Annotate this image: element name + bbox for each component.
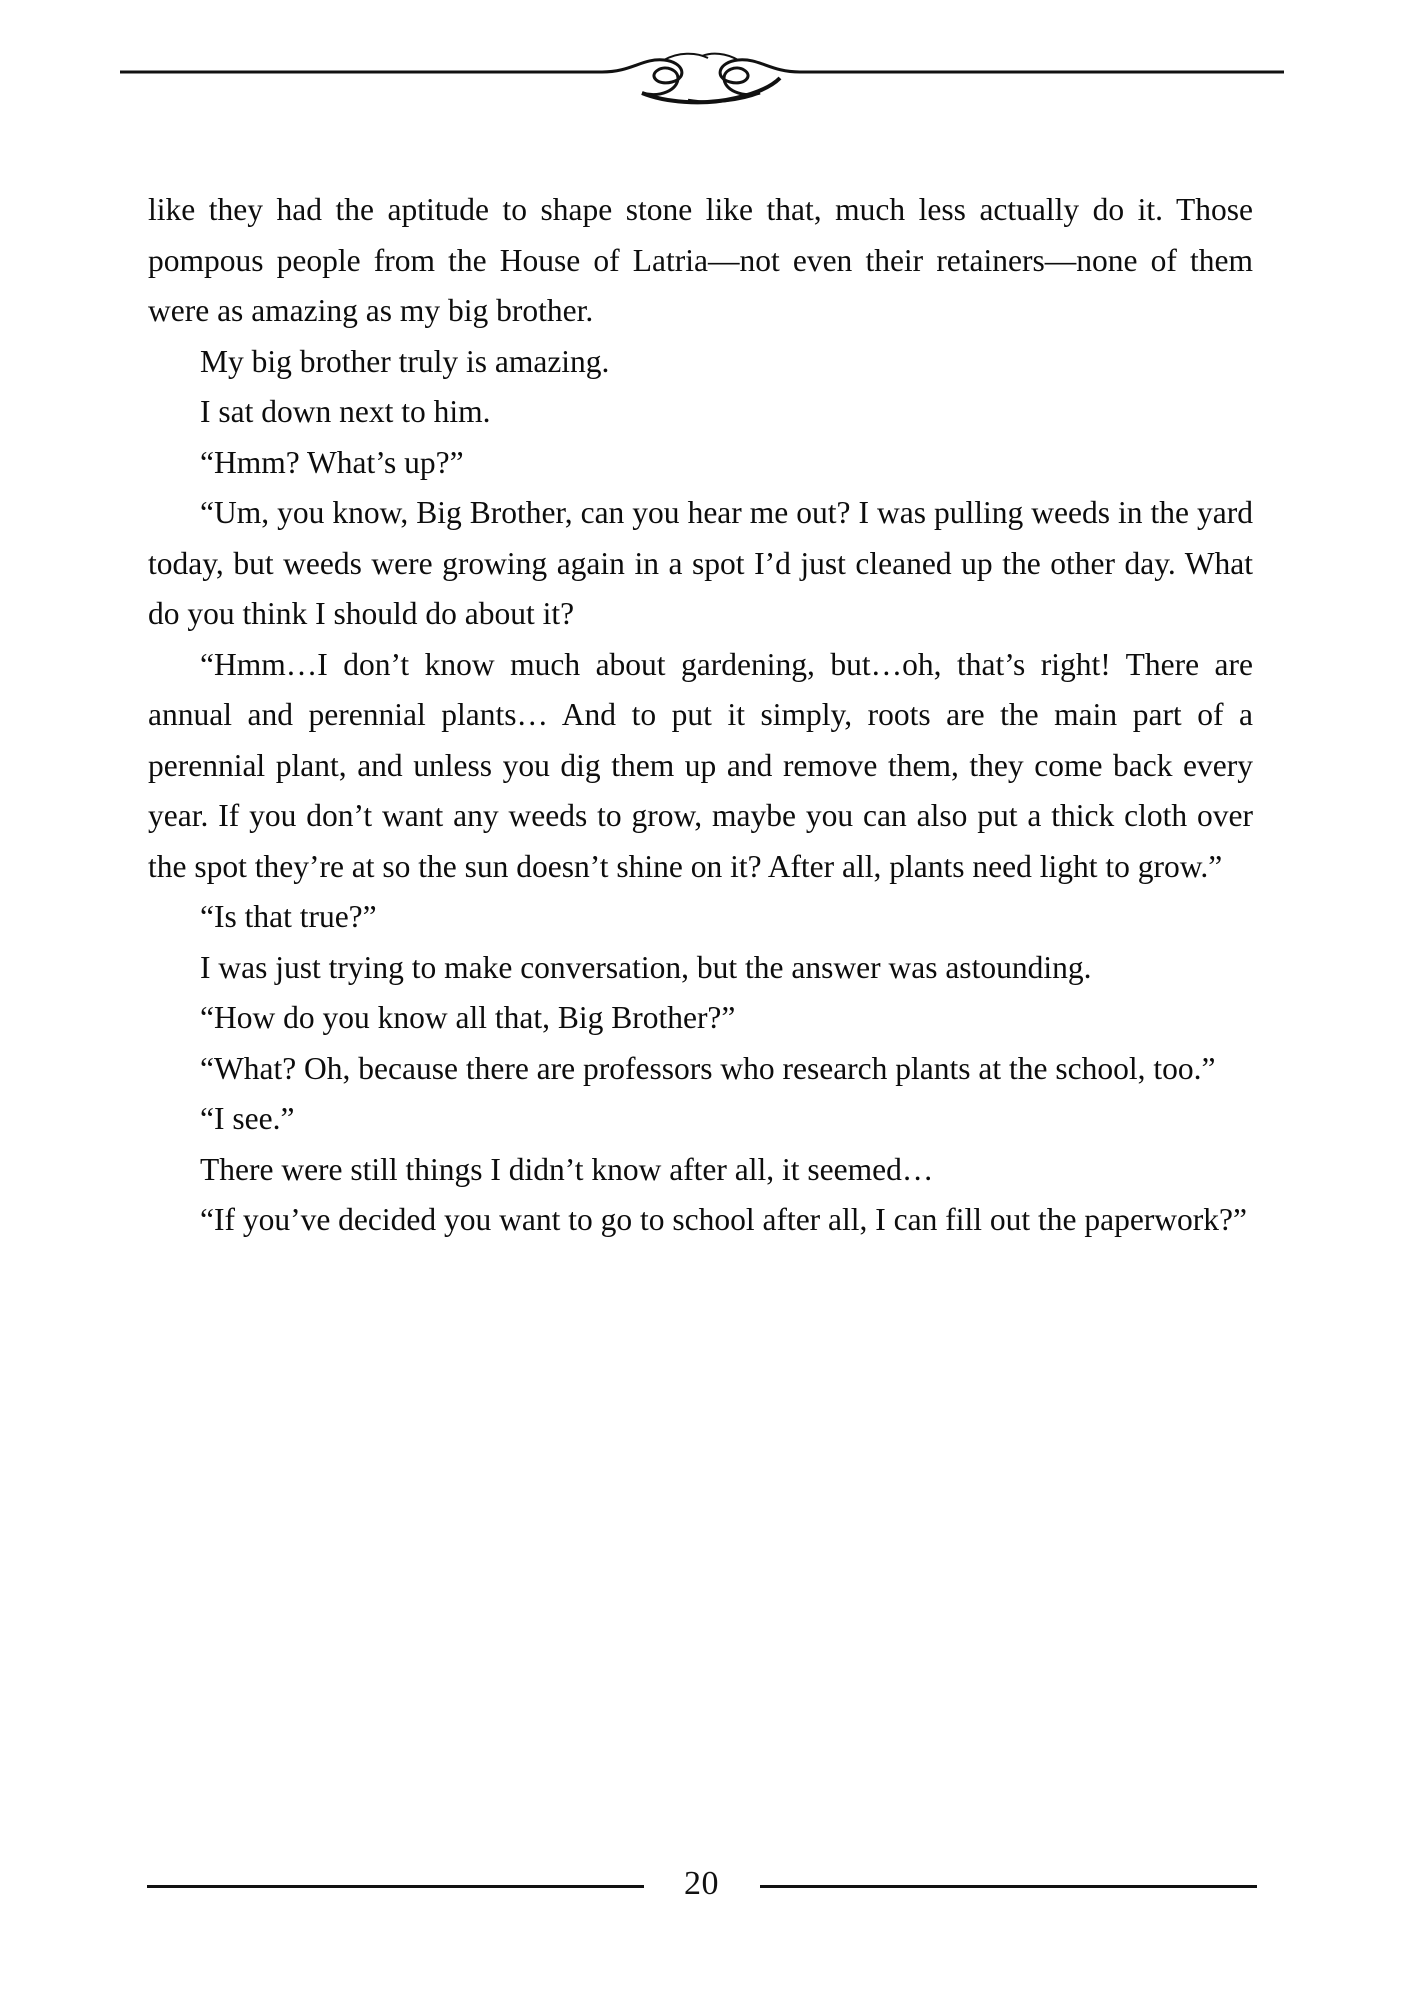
footer-rule-right <box>760 1885 1257 1888</box>
header-ornament <box>0 48 1403 118</box>
paragraph: “If you’ve decided you want to go to school after all, I can fill out the paperwork?” <box>200 1202 1247 1237</box>
paragraph: “Hmm? What’s up?” <box>200 444 464 480</box>
paragraph: “Um, you know, Big Brother, can you hear me out? I was pulling weeds in the yard today, but weeds were growing again in a spot I’d just cleaned up the other day. What do you think I should do about it? <box>148 495 1253 631</box>
page-number: 20 <box>684 1865 719 1902</box>
footer-rule-left <box>147 1885 644 1888</box>
page-body-text <box>148 185 1253 1246</box>
paragraph: I was just trying to make conversation, but the answer was astounding. <box>200 949 1092 985</box>
paragraph: “Is that true?” <box>200 899 377 934</box>
flourish-divider-icon <box>112 48 1292 118</box>
paragraph: There were still things I didn’t know after all, it seemed… <box>200 1151 934 1187</box>
paragraph: like they had the aptitude to shape stone like that, much less actually do it. Those pompous people from the House of Latria—not even their retainers—none of them were as amazing as my big brother. <box>148 192 1253 328</box>
page-footer <box>0 1854 1403 1914</box>
paragraph: I sat down next to him. <box>200 394 491 429</box>
paragraph: My big brother truly is amazing. <box>200 343 610 379</box>
paragraph: “I see.” <box>200 1101 295 1136</box>
paragraph: “What? Oh, because there are professors who research plants at the school, too.” <box>200 1050 1216 1086</box>
paragraph: “How do you know all that, Big Brother?” <box>200 1000 736 1035</box>
paragraph: “Hmm…I don’t know much about gardening, but…oh, that’s right! There are annual and perennial plants… And to put it simply, roots are the main part of a perennial plant, and unless you dig them up and remove them, they come back every year. If you don’t want any weeds to grow, maybe you can also put a thick cloth over the spot they’re at so the sun doesn’t shine on it? After all, plants need light to grow.” <box>148 646 1253 884</box>
